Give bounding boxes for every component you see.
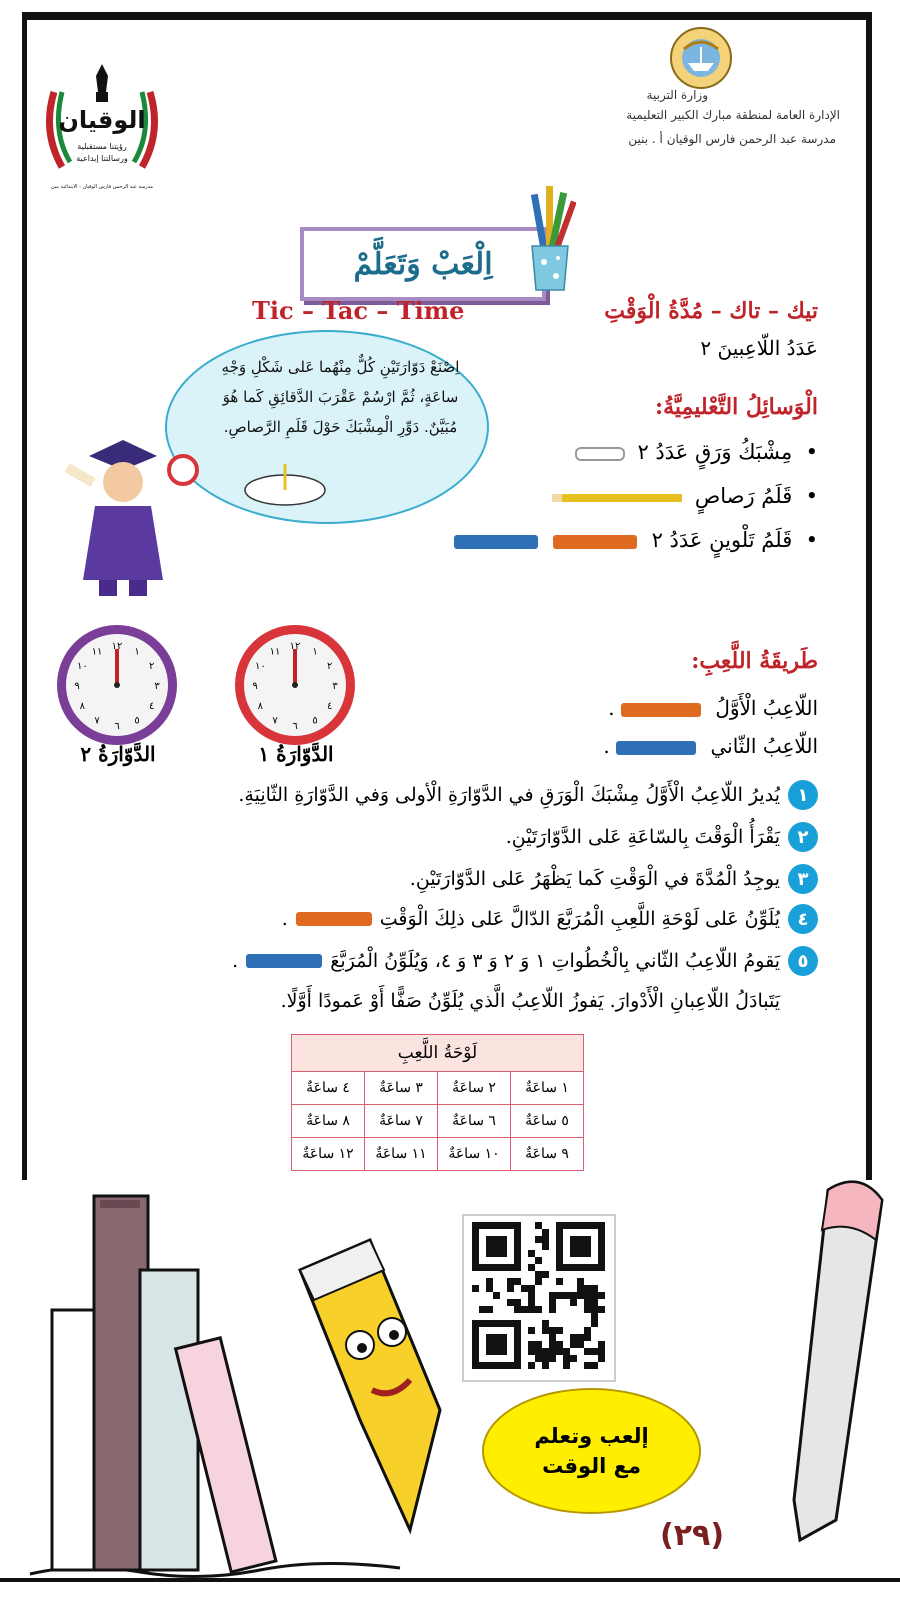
qr-module <box>598 1292 605 1299</box>
step-3-number: ٣ <box>788 864 818 894</box>
clock-number: ٥ <box>312 715 318 727</box>
qr-module <box>507 1278 514 1285</box>
qr-module <box>535 1222 542 1229</box>
step-1-text: يُديرُ اللّاعِبُ الْأَوَّلُ مِشْبَكَ الْوَرَقِ في الدَّوّارَةِ الْأولى وَفي الدَّوّارَةِ الثّانِيَةِ. <box>238 784 780 806</box>
qr-module <box>535 1348 542 1355</box>
qr-finder <box>570 1236 591 1257</box>
qr-module <box>577 1334 584 1341</box>
speech-line-1: إلعب وتعلم <box>534 1424 649 1448</box>
qr-module <box>535 1271 542 1278</box>
instruction-bubble-text: اِصْنَعْ دَوّارَتَيْنِ كُلٌّ مِنْهُما عَلى شَكْلِ وَجْهِ ساعَةٍ، ثُمَّ ارْسُمْ عَقْرَبَ الدَّقائِقِ كَما هُوَ مُبَيَّنٌ. دَوِّرِ الْمِشْبَكَ حَوْلَ قَلَمِ الرَّصاصِ. <box>221 358 460 436</box>
frame-left-border <box>22 12 27 1180</box>
player-1-row <box>608 696 818 720</box>
table-row <box>292 1072 584 1105</box>
qr-module <box>584 1285 591 1292</box>
qr-module <box>542 1243 549 1250</box>
qr-finder <box>486 1334 507 1355</box>
qr-module <box>535 1355 542 1362</box>
qr-module <box>549 1334 556 1341</box>
qr-module <box>598 1341 605 1348</box>
qr-module <box>542 1271 549 1278</box>
qr-module <box>528 1264 535 1271</box>
board-cell: ١٢ ساعَةٌ <box>292 1138 365 1171</box>
qr-module <box>535 1236 542 1243</box>
period: . <box>281 908 288 930</box>
board-cell: ٧ ساعَةٌ <box>365 1105 438 1138</box>
qr-module <box>521 1285 528 1292</box>
qr-module <box>591 1348 598 1355</box>
qr-module <box>486 1285 493 1292</box>
board-cell: ٩ ساعَةٌ <box>511 1138 584 1171</box>
game-board-table <box>291 1034 584 1171</box>
qr-module <box>486 1306 493 1313</box>
qr-module <box>535 1257 542 1264</box>
blue-crayon-icon <box>454 535 538 549</box>
clock-number: ٥ <box>134 715 140 727</box>
qr-module <box>472 1285 479 1292</box>
qr-module <box>563 1292 570 1299</box>
qr-module <box>556 1327 563 1334</box>
bullet-dot: • <box>792 528 818 552</box>
qr-module <box>528 1341 535 1348</box>
player-1-label: اللّاعِبُ الْأَوَّلُ <box>715 696 818 720</box>
material-pencil <box>552 484 818 508</box>
clock-2-label: الدَّوّارَةُ ٢ <box>80 742 156 766</box>
step-5 <box>232 946 818 976</box>
qr-module <box>549 1292 556 1299</box>
qr-module <box>570 1299 577 1306</box>
qr-module <box>584 1334 591 1341</box>
board-cell: ٣ ساعَةٌ <box>365 1072 438 1105</box>
directorate-name: الإدارة العامة لمنطقة مبارك الكبير التعليمية <box>626 108 840 122</box>
materials-heading: الْوَسائِلُ التَّعْليمِيَّةُ: <box>654 394 818 420</box>
game-board-header-row <box>292 1035 584 1072</box>
step-5-text: يَقومُ اللّاعِبُ الثّاني بِالْخُطُواتِ ١ وَ ٢ وَ ٣ وَ ٤، وَيُلَوِّنُ الْمُرَبَّعَ <box>330 950 780 972</box>
qr-module <box>535 1341 542 1348</box>
blue-crayon-icon <box>616 741 696 755</box>
clock-number: ٤ <box>148 701 155 712</box>
clock-number: ١٠ <box>254 661 266 672</box>
clock-number: ٧ <box>272 715 278 727</box>
board-cell: ٦ ساعَةٌ <box>438 1105 511 1138</box>
frame-top-border <box>22 12 872 20</box>
qr-module <box>528 1327 535 1334</box>
qr-finder <box>486 1236 507 1257</box>
qr-module <box>507 1285 514 1292</box>
orange-crayon-icon <box>296 912 372 926</box>
qr-module <box>542 1362 549 1369</box>
howto-heading: طَريقَةُ اللَّعِبِ: <box>691 648 818 674</box>
clock-number: ٨ <box>79 701 86 712</box>
step-2 <box>506 822 818 852</box>
step-3 <box>410 864 818 894</box>
qr-module <box>556 1278 563 1285</box>
clock-number: ٨ <box>257 701 264 712</box>
qr-code <box>462 1214 616 1382</box>
step-4 <box>282 904 818 934</box>
board-cell: ٤ ساعَةٌ <box>292 1072 365 1105</box>
qr-module <box>542 1236 549 1243</box>
qr-module <box>577 1341 584 1348</box>
board-cell: ١ ساعَةٌ <box>511 1072 584 1105</box>
paper-clock-icon <box>242 462 328 508</box>
step-1-number: ١ <box>788 780 818 810</box>
closing-rule: يَتَبادَلُ اللّاعِبانِ الْأَدْوارَ. يَفوزُ اللّاعِبُ الَّذي يُلَوِّنُ صَفًّا أَوْ عَمودًا أَوَّلًا. <box>280 990 780 1012</box>
material-label-1: مِشْبَكُ وَرَقٍ عَدَدُ ٢ <box>637 440 793 464</box>
speech-line-2: مع الوقت <box>542 1454 641 1478</box>
clock-number: ٦ <box>292 721 298 732</box>
logo-caption: مدرسة عبد الرحمن فارس الوقيان - الابتدائية بنين <box>50 184 154 190</box>
qr-module <box>535 1278 542 1285</box>
qr-module <box>542 1320 549 1327</box>
bottom-decoration <box>0 1160 900 1600</box>
graduate-boy-illustration <box>55 430 205 600</box>
qr-module <box>542 1355 549 1362</box>
material-label-2: قَلَمُ رَصاصٍ <box>694 484 793 508</box>
period: . <box>232 950 239 972</box>
game-board-title: لَوْحَةُ اللَّعِبِ <box>292 1035 584 1072</box>
clock-number: ٩ <box>252 681 258 692</box>
qr-module <box>577 1285 584 1292</box>
orange-crayon-icon <box>553 535 637 549</box>
clock-1 <box>230 620 360 750</box>
qr-module <box>577 1278 584 1285</box>
qr-module <box>584 1292 591 1299</box>
frame-right-border <box>866 12 872 1180</box>
qr-module <box>556 1348 563 1355</box>
clock-number: ٦ <box>114 721 120 732</box>
clock-number: ١٠ <box>76 661 88 672</box>
paperclip-icon <box>575 447 625 461</box>
player-2-row <box>603 734 818 758</box>
qr-module <box>514 1306 521 1313</box>
qr-module <box>514 1278 521 1285</box>
qr-module <box>549 1299 556 1306</box>
qr-module <box>591 1306 598 1313</box>
qr-module <box>591 1313 598 1320</box>
clock-center <box>114 682 120 688</box>
board-cell: ٨ ساعَةٌ <box>292 1105 365 1138</box>
clock-1-label: الدَّوّارَةُ ١ <box>258 742 334 766</box>
qr-module <box>563 1355 570 1362</box>
pencil-cup-icon <box>524 186 576 292</box>
clock-number: ٣ <box>154 681 160 692</box>
clock-number: ١٢ <box>111 641 123 652</box>
clock-number: ٤ <box>326 701 333 712</box>
clock-number: ٣ <box>332 681 338 692</box>
qr-module <box>507 1299 514 1306</box>
ministry-name: وزارة التربية <box>646 88 708 102</box>
period: . <box>608 696 621 720</box>
player-2-label: اللّاعِبُ الثّاني <box>710 734 818 758</box>
qr-module <box>577 1292 584 1299</box>
clock-2 <box>52 620 182 750</box>
board-cell: ١١ ساعَةٌ <box>365 1138 438 1171</box>
clock-number: ٢ <box>326 661 333 672</box>
ministry-emblem <box>668 25 734 91</box>
step-1 <box>238 780 818 810</box>
players-count: عَدَدُ اللّاعِبينَ ٢ <box>700 336 818 360</box>
orange-crayon-icon <box>621 703 701 717</box>
blue-crayon-icon <box>246 954 322 968</box>
qr-module <box>584 1299 591 1306</box>
qr-module <box>563 1362 570 1369</box>
qr-module <box>542 1348 549 1355</box>
qr-module <box>591 1320 598 1327</box>
speech-bubble <box>482 1388 701 1514</box>
step-3-text: يوجِدُ الْمُدَّةَ في الْوَقْتِ كَما يَظْهَرُ عَلى الدَّوّارَتَيْنِ. <box>409 868 780 890</box>
qr-module <box>584 1306 591 1313</box>
material-crayons <box>454 528 818 552</box>
qr-module <box>584 1362 591 1369</box>
qr-module <box>549 1327 556 1334</box>
qr-module <box>542 1229 549 1236</box>
clock-number: ١ <box>312 646 318 658</box>
page-title: اِلْعَبْ وَتَعَلَّمْ <box>353 246 493 282</box>
step-4-number: ٤ <box>788 904 818 934</box>
qr-module <box>598 1355 605 1362</box>
qr-module <box>591 1292 598 1299</box>
material-label-3: قَلَمُ تَلْوينٍ عَدَدُ ٢ <box>651 528 793 552</box>
period: . <box>603 734 617 758</box>
qr-module <box>598 1348 605 1355</box>
clock-number: ١١ <box>91 646 103 658</box>
qr-module <box>570 1355 577 1362</box>
clock-number: ١ <box>134 646 140 658</box>
clock-number: ٢ <box>148 661 155 672</box>
bullet-dot: • <box>792 440 818 464</box>
board-cell: ٥ ساعَةٌ <box>511 1105 584 1138</box>
qr-module <box>514 1299 521 1306</box>
qr-module <box>556 1341 563 1348</box>
title-box <box>300 227 546 301</box>
step-4-text: يُلَوِّنُ عَلى لَوْحَةِ اللَّعِبِ الْمُرَبَّعَ الدّالَّ عَلى ذلِكَ الْوَقْتِ <box>379 908 780 930</box>
school-logo <box>42 62 162 197</box>
qr-module <box>528 1292 535 1299</box>
qr-module <box>528 1250 535 1257</box>
table-row <box>292 1105 584 1138</box>
clock-number: ١٢ <box>289 641 301 652</box>
game-name-english: Tic – Tac – Time <box>252 296 465 325</box>
qr-module <box>549 1306 556 1313</box>
qr-module <box>486 1278 493 1285</box>
qr-module <box>549 1341 556 1348</box>
step-5-number: ٥ <box>788 946 818 976</box>
board-cell: ٢ ساعَةٌ <box>438 1072 511 1105</box>
qr-module <box>584 1327 591 1334</box>
clock-number: ١١ <box>269 646 281 658</box>
step-2-text: يَقْرَأُ الْوَقْتَ بِالسّاعَةِ عَلى الدَّوّارَتَيْنِ. <box>505 826 780 848</box>
clock-center <box>292 682 298 688</box>
qr-module <box>591 1362 598 1369</box>
pencil-icon <box>552 494 682 502</box>
logo-subtitle-1: رؤيتنا مستقبلية <box>77 142 127 151</box>
qr-module <box>528 1285 535 1292</box>
qr-module <box>584 1348 591 1355</box>
qr-module <box>563 1348 570 1355</box>
qr-module <box>528 1348 535 1355</box>
qr-module <box>528 1306 535 1313</box>
bullet-dot: • <box>792 484 818 508</box>
page-number: (٢٩) <box>660 1518 725 1553</box>
qr-module <box>570 1292 577 1299</box>
game-name-arabic: تيك – تاك – مُدَّةُ الْوَقْتِ <box>604 298 818 324</box>
qr-module <box>528 1299 535 1306</box>
logo-text: الوقيان <box>58 106 146 134</box>
qr-module <box>521 1306 528 1313</box>
logo-subtitle-2: ورسالتنا إبداعية <box>76 154 128 163</box>
qr-module <box>493 1292 500 1299</box>
clock-number: ٧ <box>94 715 100 727</box>
qr-module <box>556 1292 563 1299</box>
qr-module <box>542 1327 549 1334</box>
qr-module <box>598 1306 605 1313</box>
qr-module <box>549 1348 556 1355</box>
qr-module <box>591 1285 598 1292</box>
qr-module <box>528 1362 535 1369</box>
qr-module <box>535 1306 542 1313</box>
step-2-number: ٢ <box>788 822 818 852</box>
board-cell: ١٠ ساعَةٌ <box>438 1138 511 1171</box>
qr-module <box>591 1299 598 1306</box>
qr-module <box>549 1355 556 1362</box>
school-name: مدرسة عبد الرحمن فارس الوقيان أ . بنين <box>628 132 836 146</box>
qr-module <box>570 1334 577 1341</box>
qr-module <box>479 1306 486 1313</box>
clock-number: ٩ <box>74 681 80 692</box>
material-paperclip <box>575 440 818 464</box>
qr-module <box>570 1341 577 1348</box>
